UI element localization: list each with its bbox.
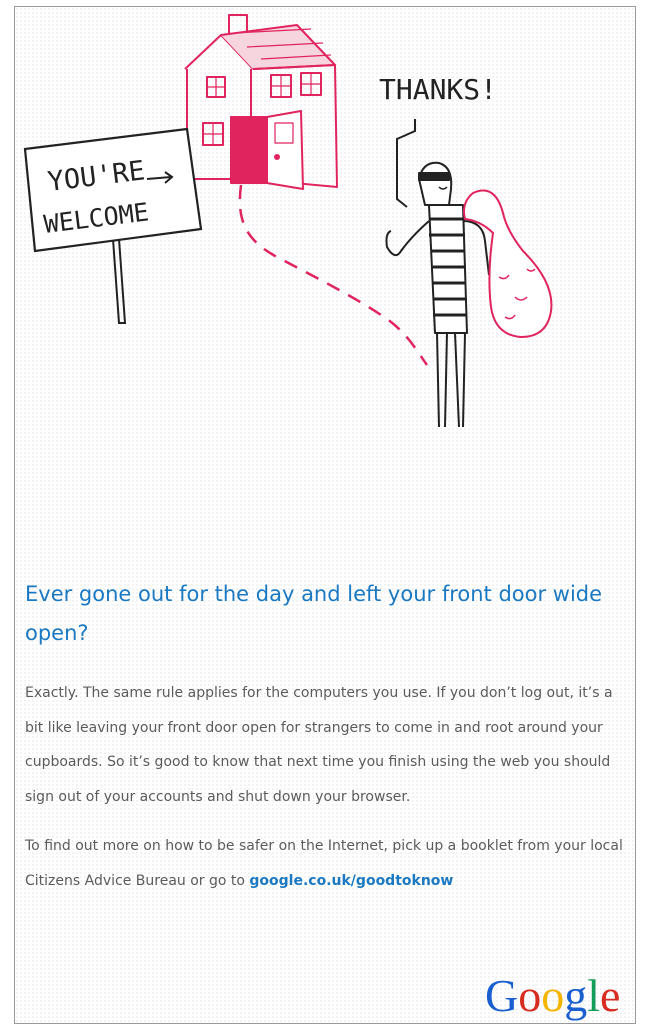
burglar-mask <box>419 173 449 180</box>
burglar-arm <box>463 221 489 275</box>
google-logo <box>481 965 631 1021</box>
open-doorway <box>231 117 267 183</box>
dashed-footpath <box>240 185 427 365</box>
speech-text: THANKS! <box>379 73 498 106</box>
goodtoknow-link[interactable]: google.co.uk/goodtoknow <box>249 872 454 889</box>
paragraph-2-text: To find out more on how to be safer on the Internet, pick up a booklet from your local Citizens Advice Bureau or go to <box>25 838 623 889</box>
loot-bag <box>464 191 551 338</box>
logo-letter: e <box>600 970 621 1021</box>
body-paragraph-1: Exactly. The same rule applies for the computers you use. If you don’t log out, it’s a bit like leaving your front door open for strangers to come in and root around your cupboards. So it’s good to know that next time you finish using the web you should sign out of your accounts and shut down your browser. <box>25 685 613 805</box>
illustration <box>15 7 637 477</box>
advert-page <box>14 6 636 1024</box>
welcome-sign <box>25 129 201 323</box>
speech-tail <box>397 119 415 207</box>
logo-letter: o <box>518 970 542 1021</box>
sign-line-1: YOU'RE <box>46 155 147 198</box>
burglar-head <box>419 163 451 205</box>
sign-line-2: WELCOME <box>42 197 151 239</box>
body-paragraph-2 <box>25 829 625 898</box>
logo-letter: g <box>564 970 588 1021</box>
house-illustration <box>185 15 337 189</box>
burglar-legs <box>437 333 465 427</box>
logo-letter: l <box>587 970 601 1021</box>
logo-letter: G <box>485 970 519 1021</box>
headline: Ever gone out for the day and left your front door wide open? <box>25 582 603 645</box>
sign-post <box>113 239 125 323</box>
house-roof <box>221 25 335 69</box>
logo-letter: o <box>541 970 565 1021</box>
google-logo-wordmark <box>485 970 620 1021</box>
burglar-arm <box>387 221 430 255</box>
